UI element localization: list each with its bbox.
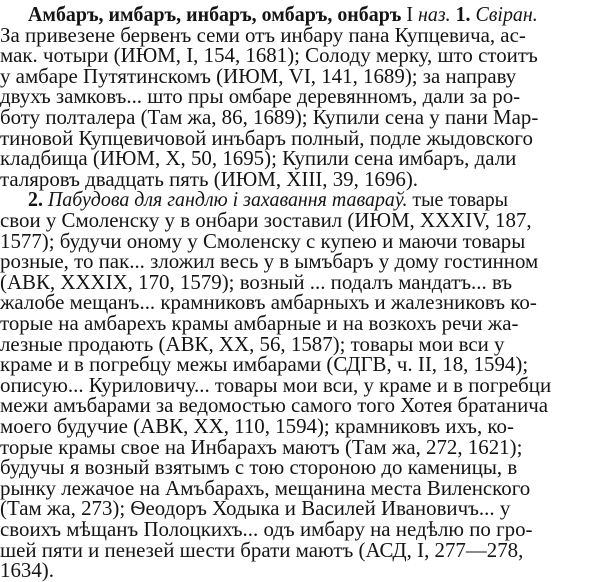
- sense-gloss: наз.: [417, 2, 451, 26]
- text-line: [0, 559, 598, 582]
- line-text: тиновой Купцевичовой инъбаръ полный, подле жыдовского: [0, 125, 533, 150]
- line-text: своихъ мѣщанъ Полоцкихъ... одъ имбару на недѣлю по гро-: [0, 517, 533, 541]
- line-text: кладбища (ИЮМ, X, 50, 1695); Купили сена имбаръ, дали: [0, 146, 517, 171]
- line-text: жалобе мещанъ... крамниковъ амбарныхъ и жалезниковъ ко-: [0, 290, 537, 315]
- line-text: торые крамы свое на Инбарахъ маютъ (Там жа, 272, 1621);: [0, 434, 523, 459]
- line-text: описую... Куриловичу... товары мои вси, у краме и в погребци: [0, 372, 552, 397]
- entry-term: 1.: [455, 2, 471, 26]
- line-text: мак. чотыри (ИЮМ, I, 154, 1681); Солоду мерку, што стоитъ: [0, 43, 538, 68]
- entry-term: Амбаръ, имбаръ, инбаръ, омбаръ, онбаръ: [28, 2, 402, 26]
- line-text: рынку лежачое на Амъбарахъ, мещанина места Виленского: [0, 475, 531, 500]
- line-text: тые товары: [407, 187, 509, 212]
- line-text: лезные продають (АВК, XX, 56, 1587); товары мои вси у: [0, 331, 505, 356]
- line-text: (Там жа, 273); Ѳеодоръ Ходыка и Василей Ивановичъ... у: [0, 496, 511, 521]
- line-text: (АВК, XXXIX, 170, 1579); возный ... подалъ мандатъ... въ: [0, 269, 513, 294]
- line-text: у амбаре Путятинскомъ (ИЮМ, VI, 141, 1689); за направу: [0, 63, 517, 88]
- line-text: торые на амбарехъ крамы амбарные и на возкохъ речи жа-: [0, 311, 519, 335]
- line-text: боту полталера (Там жа, 86, 1689); Купили сена у пани Мар-: [0, 105, 539, 129]
- line-text: I: [401, 2, 418, 26]
- line-text: 1577); будучи оному у Смоленску с купею и маючи товары: [0, 228, 526, 253]
- entry-term: 2.: [28, 187, 43, 212]
- line-text: межи амъбарами за ведомостью самого того Хотея братанича: [0, 393, 549, 418]
- line-text: двухъ замковъ... што пры омбаре деревянномъ, дали за ро-: [0, 84, 521, 109]
- line-text: моего будучие (АВК, XX, 110, 1594); крамниковъ ихъ, ко-: [0, 414, 514, 438]
- line-text: 1634).: [0, 558, 54, 582]
- line-text: шей пяти и пенезей шести брати маютъ (АСД, I, 277—278,: [0, 537, 524, 562]
- line-text: будучы я возный взятымъ с тою стороною до каменицы, в: [0, 455, 518, 480]
- sense-gloss: Свіран.: [475, 2, 538, 26]
- line-text: таляровъ двадцать пять (ИЮМ, XIII, 39, 1696).: [0, 166, 419, 191]
- line-text: свои у Смоленску у в онбари зоставил (ИЮМ, XXXIV, 187,: [0, 208, 532, 232]
- line-text: розные, то пак... зложил весь у в ымъбаръ у дому гостинном: [0, 249, 539, 274]
- line-text: За привезене бервенъ семи отъ инбару пана Купцевича, ас-: [0, 22, 526, 47]
- line-text: краме и в погребцу межы имбарами (СДГВ, ч. II, 18, 1594);: [0, 352, 529, 377]
- text-line: [0, 539, 598, 562]
- sense-gloss: Пабудова для гандлю і захавання тавараў.: [47, 187, 408, 212]
